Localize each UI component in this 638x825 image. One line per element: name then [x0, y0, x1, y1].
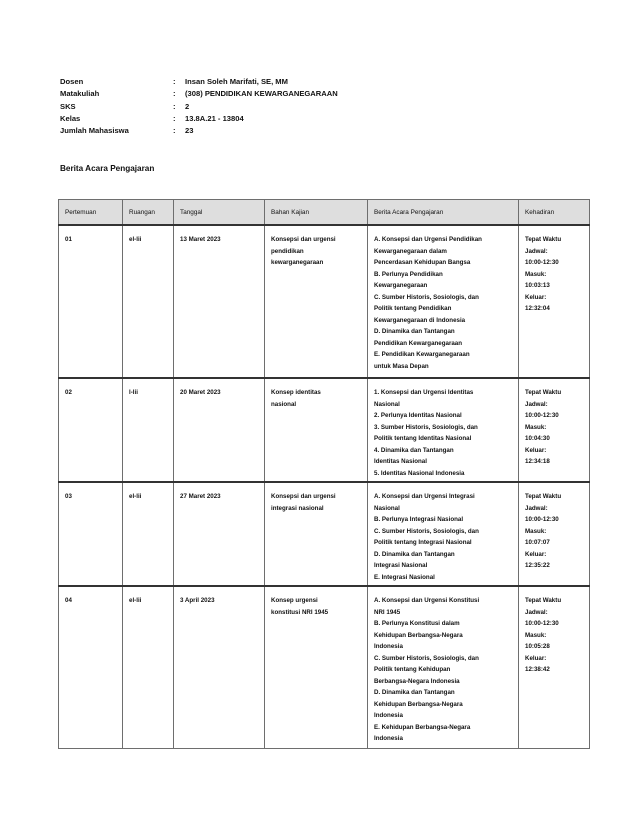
cell-pertemuan: 04: [59, 586, 123, 748]
cell-ruangan: l-lii: [123, 378, 174, 482]
info-value: 23: [185, 126, 194, 136]
cell-berita-acara: [368, 586, 519, 748]
table-row: [59, 482, 590, 586]
info-row-dosen: [60, 76, 338, 88]
course-info: [60, 76, 338, 137]
info-label: Jumlah Mahasiswa: [60, 126, 129, 136]
list-item: C. Sumber Historis, Sosiologis, dan Politik tentang Integrasi Nasional: [374, 527, 479, 546]
list-item: E. Pendidikan Kewarganegaraan untuk Masa Depan: [374, 351, 470, 370]
cell-kehadiran: Tepat Waktu Jadwal: 10:00-12:30 Masuk: 10:03:13 Keluar: 12:32:04: [519, 225, 590, 378]
header-pertemuan: Pertemuan: [59, 200, 123, 226]
cell-bahan-kajian: Konsepsi dan urgensi integrasi nasional: [265, 482, 368, 586]
list-item: 2. Perlunya Identitas Nasional: [374, 412, 462, 419]
cell-tanggal: 3 April 2023: [174, 586, 265, 748]
table-row: [59, 586, 590, 748]
info-colon: :: [173, 101, 176, 111]
list-item: B. Perlunya Pendidikan Kewarganegaraan: [374, 270, 443, 289]
info-row-matakuliah: [60, 88, 338, 100]
cell-kehadiran: Tepat Waktu Jadwal: 10:00-12:30 Masuk: 10:07:07 Keluar: 12:35:22: [519, 482, 590, 586]
info-row-jumlah-mahasiswa: [60, 125, 338, 137]
cell-bahan-kajian: Konsepsi dan urgensi pendidikan kewarganegaraan: [265, 225, 368, 378]
header-ruangan: Ruangan: [123, 200, 174, 226]
info-row-sks: [60, 101, 338, 113]
info-colon: :: [173, 77, 176, 86]
cell-berita-acara: [368, 482, 519, 586]
info-value: 2: [185, 101, 190, 111]
info-label: Matakuliah: [60, 89, 100, 99]
cell-tanggal: 20 Maret 2023: [174, 378, 265, 482]
list-item: A. Konsepsi dan Urgensi Integrasi Nasional: [374, 493, 475, 512]
list-item: C. Sumber Historis, Sosiologis, dan Politik tentang Kehidupan Berbangsa-Negara Indonesia: [374, 654, 479, 685]
cell-pertemuan: 02: [59, 378, 123, 482]
header-kehadiran: Kehadiran: [519, 200, 590, 226]
cell-ruangan: el-lii: [123, 482, 174, 586]
list-item: D. Dinamika dan Tantangan Pendidikan Kewarganegaraan: [374, 328, 463, 347]
list-item: 4. Dinamika dan Tantangan Identitas Nasional: [374, 446, 454, 465]
info-label: Dosen: [60, 77, 84, 86]
list-item: A. Konsepsi dan Urgensi Pendidikan Kewarganegaraan dalam Pencerdasan Kehidupan Bangsa: [374, 236, 482, 266]
list-item: D. Dinamika dan Tantangan Kehidupan Berbangsa-Negara Indonesia: [374, 689, 463, 719]
list-item: B. Perlunya Integrasi Nasional: [374, 516, 464, 523]
info-colon: :: [173, 89, 176, 99]
berita-acara-table: [58, 199, 590, 749]
cell-kehadiran: Tepat Waktu Jadwal: 10:00-12:30 Masuk: 10:04:30 Keluar: 12:34:18: [519, 378, 590, 482]
header-bahan-kajian: Bahan Kajian: [265, 200, 368, 226]
list-item: B. Perlunya Konstitusi dalam Kehidupan Berbangsa-Negara Indonesia: [374, 620, 463, 650]
list-item: 5. Identitas Nasional Indonesia: [374, 469, 465, 477]
info-row-kelas: [60, 113, 338, 125]
info-label: SKS: [60, 101, 76, 111]
table-row: [59, 378, 590, 482]
cell-berita-acara: [368, 225, 519, 378]
list-item: 1. Konsepsi dan Urgensi Identitas Nasional: [374, 389, 474, 408]
cell-tanggal: 13 Maret 2023: [174, 225, 265, 378]
cell-bahan-kajian: Konsep urgensi konstitusi NRI 1945: [265, 586, 368, 748]
cell-berita-acara: [368, 378, 519, 482]
list-item: E. Kehidupan Berbangsa-Negara Indonesia: [374, 723, 471, 742]
cell-ruangan: el-lii: [123, 225, 174, 378]
info-value: (308) PENDIDIKAN KEWARGANEGARAAN: [185, 89, 338, 99]
cell-pertemuan: 01: [59, 225, 123, 378]
cell-kehadiran: Tepat Waktu Jadwal: 10:00-12:30 Masuk: 10:05:28 Keluar: 12:38:42: [519, 586, 590, 748]
info-label: Kelas: [60, 113, 81, 123]
info-value: 13.8A.21 - 13804: [185, 113, 244, 123]
cell-bahan-kajian: Konsep identitas nasional: [265, 378, 368, 482]
section-title: Berita Acara Pengajaran: [60, 164, 155, 173]
header-tanggal: Tanggal: [174, 200, 265, 226]
info-colon: :: [173, 113, 176, 123]
table-row: [59, 225, 590, 378]
list-item: A. Konsepsi dan Urgensi Konstitusi NRI 1945: [374, 597, 480, 616]
table-header-row: [59, 200, 590, 226]
list-item: E. Integrasi Nasional: [374, 573, 435, 581]
cell-tanggal: 27 Maret 2023: [174, 482, 265, 586]
list-item: C. Sumber Historis, Sosiologis, dan Politik tentang Pendidikan Kewarganegaraan di Indonesia: [374, 293, 479, 324]
header-berita-acara: Berita Acara Pengajaran: [368, 200, 519, 226]
cell-ruangan: el-lii: [123, 586, 174, 748]
info-colon: :: [173, 126, 176, 136]
cell-pertemuan: 03: [59, 482, 123, 586]
list-item: D. Dinamika dan Tantangan Integrasi Nasional: [374, 550, 455, 569]
info-value: Insan Soleh Marifati, SE, MM: [185, 77, 288, 86]
list-item: 3. Sumber Historis, Sosiologis, dan Politik tentang Identitas Nasional: [374, 423, 478, 442]
